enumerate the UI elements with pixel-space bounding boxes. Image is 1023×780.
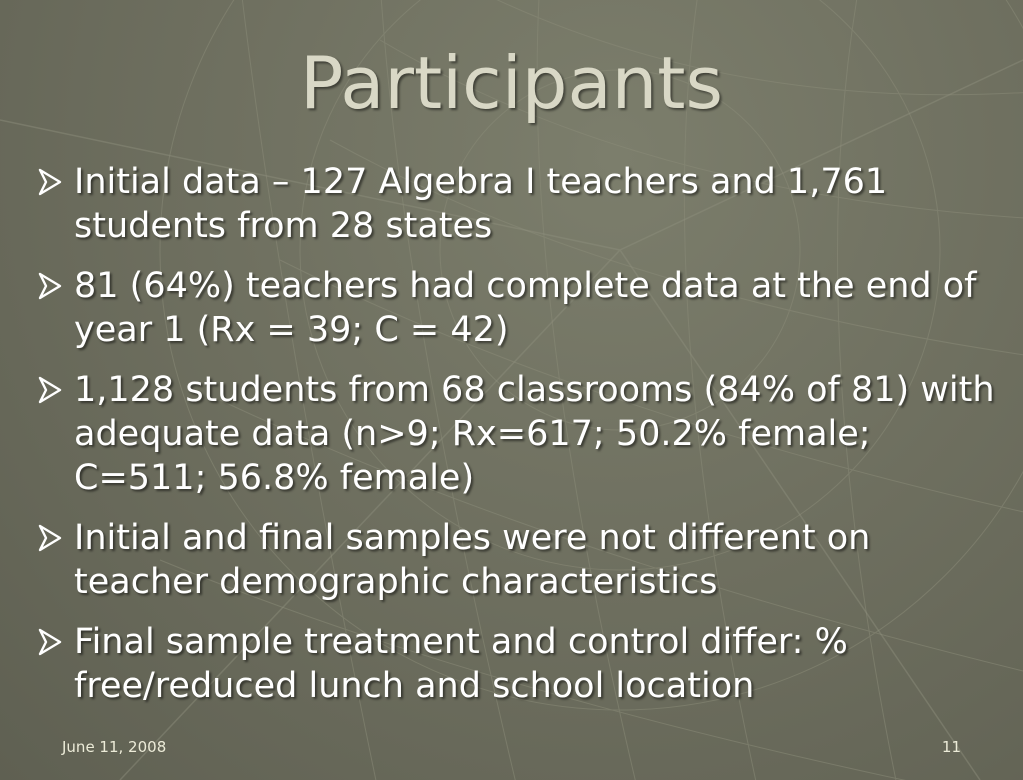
- bullet-item: [34, 368, 999, 500]
- footer-date: June 11, 2008: [62, 738, 167, 756]
- arrowhead-bullet-icon: [36, 167, 64, 197]
- bullet-item: [34, 160, 999, 248]
- slide-title: Participants: [300, 41, 723, 125]
- bullet-item: [34, 620, 999, 708]
- bullet-text: Initial and final samples were not different on teacher demographic characteristics: [74, 518, 871, 602]
- arrowhead-bullet-icon: [36, 627, 64, 657]
- bullet-item: [34, 516, 999, 604]
- bullet-item: [34, 264, 999, 352]
- arrowhead-bullet-icon: [36, 375, 64, 405]
- bullet-text: Final sample treatment and control differ: % free/reduced lunch and school location: [74, 622, 848, 706]
- bullet-list: [34, 160, 999, 724]
- bullet-text: 1,128 students from 68 classrooms (84% of 81) with adequate data (n>9; Rx=617; 50.2% female; C=511; 56.8% female): [74, 370, 995, 498]
- bullet-text: Initial data – 127 Algebra I teachers and 1,761 students from 28 states: [74, 162, 888, 246]
- arrowhead-bullet-icon: [36, 271, 64, 301]
- page-number: 11: [941, 738, 961, 756]
- arrowhead-bullet-icon: [36, 523, 64, 553]
- bullet-text: 81 (64%) teachers had complete data at the end of year 1 (Rx = 39; C = 42): [74, 266, 977, 350]
